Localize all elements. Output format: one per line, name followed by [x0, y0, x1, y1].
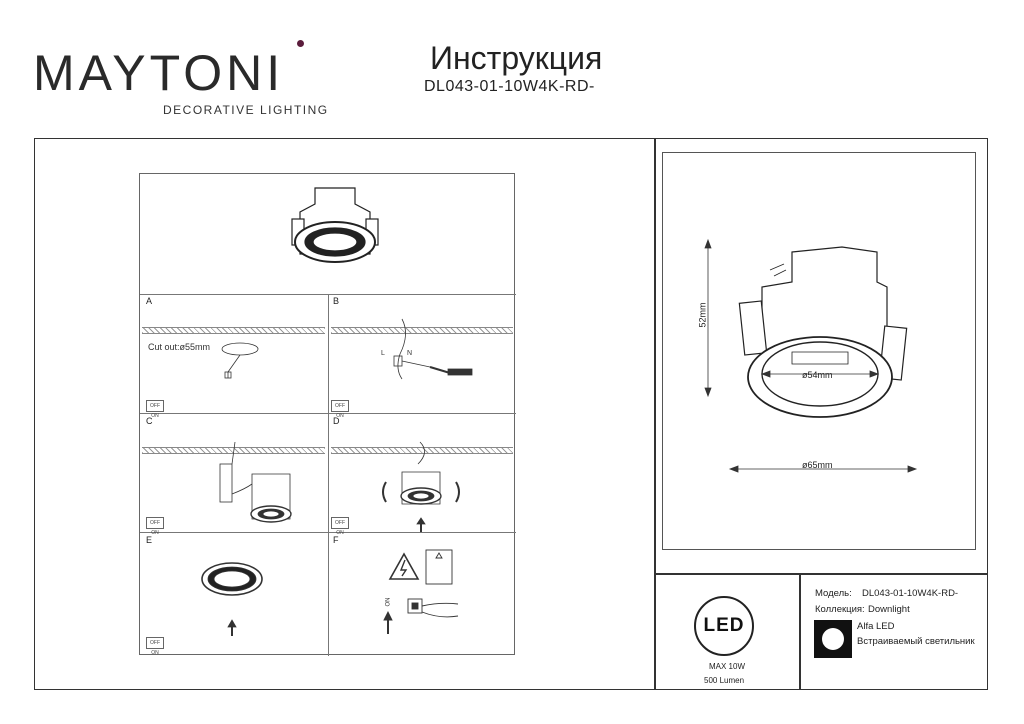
series-name: Alfa LED	[857, 621, 895, 632]
driver-connection-icon	[220, 442, 291, 522]
luminaire-symbol-icon	[814, 620, 852, 658]
downlight-overview-icon	[292, 188, 378, 262]
power-off-icon: OFF ON	[331, 517, 349, 529]
step-c-label: C	[146, 416, 153, 426]
insert-luminaire-icon	[383, 442, 459, 532]
brand-dot-icon	[297, 40, 304, 47]
brand-logo	[33, 45, 285, 101]
cutout-icon	[222, 343, 258, 378]
document-model: DL043-01-10W4K-RD-	[424, 78, 595, 95]
frame-divider-vertical	[654, 138, 656, 690]
model-value: DL043-01-10W4K-RD-	[862, 588, 959, 599]
power-on-icon	[384, 550, 458, 634]
power-off-icon: OFF ON	[146, 517, 164, 529]
document-title: Инструкция	[430, 40, 603, 76]
height-dimension: 52mm	[697, 302, 708, 328]
wiring-icon	[394, 319, 472, 379]
led-label: LED	[703, 615, 745, 636]
collection-value: Downlight	[868, 604, 910, 615]
inner-diameter-dimension: ø54mm	[802, 370, 833, 380]
brand-name: MAYTONI	[33, 45, 285, 101]
luminaire-hole	[822, 628, 844, 650]
frame-divider-horizontal	[654, 573, 988, 575]
step-a-label: A	[146, 296, 153, 306]
power-off-icon: OFF ON	[331, 400, 349, 412]
wire-n-label: N	[407, 350, 413, 357]
collection-label: Коллекция:	[815, 604, 865, 615]
wire-l-label: L	[381, 350, 385, 357]
power-off-icon: OFF ON	[146, 637, 164, 649]
step-b-label: B	[333, 296, 340, 306]
dimension-drawing	[662, 152, 976, 550]
max-power: MAX 10W	[709, 662, 746, 671]
step-d-label: D	[333, 416, 340, 426]
info-divider	[799, 573, 801, 690]
outer-diameter-dimension: ø65mm	[802, 460, 833, 470]
mounted-light-icon	[202, 563, 262, 636]
step-e-label: E	[146, 535, 153, 545]
luminaire-drawing	[739, 247, 906, 417]
power-off-icon: OFF ON	[146, 400, 164, 412]
led-badge-icon	[694, 596, 754, 656]
model-label: Модель:	[815, 588, 852, 599]
steps-illustrations	[140, 174, 516, 656]
product-type: Встраиваемый светильник	[857, 636, 975, 647]
lumen-output: 500 Lumen	[704, 676, 745, 685]
step-f-label: F	[333, 535, 339, 545]
switch-on-label: ON	[385, 597, 392, 607]
cutout-text: Cut out:ø55mm	[148, 342, 211, 352]
brand-subtitle: DECORATIVE LIGHTING	[163, 103, 329, 117]
installation-steps-grid	[139, 173, 515, 655]
